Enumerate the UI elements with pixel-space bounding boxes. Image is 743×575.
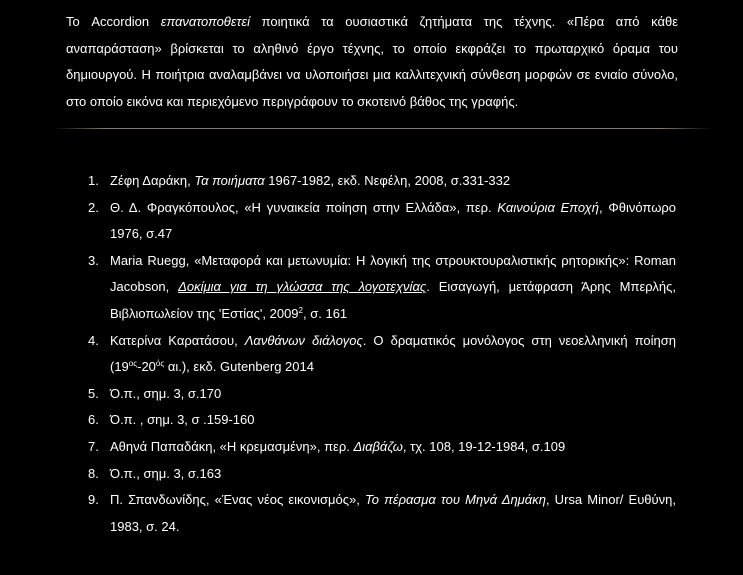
footnote-text: Ό.π. , σημ. 3, σ .159-160: [110, 412, 255, 428]
footnote-6: [88, 407, 676, 434]
ordinal-superscript-2: ός: [155, 359, 165, 369]
footnote-1: [88, 168, 676, 195]
footnote-text-middle: . Εισαγωγή, μετάφραση Άρης Μπερλής, Βιβλιοπωλείον της 'Εστίας', 2009: [110, 279, 677, 321]
footnote-number: 9.: [88, 492, 99, 508]
section-divider: [53, 128, 713, 129]
footnote-title: Τα ποιήματα: [194, 173, 265, 188]
footnote-text: Maria Ruegg, «Μεταφορά και μετωνυμία: Η λογική της στρουκτουραλιστικής ρητορικής»: Roman Jacobson,: [110, 252, 676, 295]
footnote-title: Το πέρασμα του Μηνά Δημάκη: [365, 492, 546, 508]
footnote-title: Διαβάζω: [353, 438, 403, 454]
footnote-text-end: , Ursa Minor/ Ευθύνη, 1983, σ. 24.: [110, 492, 676, 534]
footnote-text-dash: -20: [137, 359, 156, 375]
footnote-text: Ό.π., σημ. 3, σ.170: [110, 385, 222, 401]
ordinal-superscript-1: ος: [128, 359, 138, 369]
footnotes-list: [88, 168, 676, 540]
footnote-title: [178, 279, 426, 294]
footnote-title: Καινούρια Εποχή: [497, 199, 599, 215]
footnote-3: [88, 248, 676, 328]
intro-text-start: Το Accordion: [66, 14, 161, 29]
footnote-text-middle: . Ο δραματικός μονόλογος στη νεοελληνική ποίηση (19: [110, 332, 676, 375]
footnote-text-end: , τχ. 108, 19-12-1984, σ.109: [402, 438, 566, 454]
intro-italic-term: επανατοποθετεί: [160, 14, 251, 29]
footnote-text-end: 1967-1982, εκδ. Νεφέλη, 2008, σ.331-332: [264, 173, 511, 188]
footnote-9: [88, 487, 676, 540]
intro-text-rest: ποιητικά τα ουσιαστικά ζητήματα της τέχνης. «Πέρα από κάθε αναπαράσταση» βρίσκεται το αληθινό έργο τέχνης, το οποίο εκφράζει το πρωταρχικό όραμα του δημιουργού. Η ποιήτρια αναλαμβάνει να υλοποιήσει μια καλλιτεχνική σύνθεση μορφών σε ενιαίο σύνολο, στο οποίο εικόνα και περιεχόμενο περιγράφουν το σκοτεινό βάθος της γραφής.: [66, 14, 679, 109]
footnote-8: [88, 461, 676, 488]
footnote-text: Αθηνά Παπαδάκη, «Η κρεμασμένη», περ.: [110, 438, 354, 454]
footnote-text-end: αι.), εκδ. Gutenberg 2014: [164, 359, 314, 375]
footnote-number: 5.: [88, 385, 99, 401]
footnote-text: Κατερίνα Καρατάσου,: [110, 332, 245, 348]
footnote-number: 7.: [88, 438, 99, 454]
edition-superscript: 2: [298, 305, 303, 315]
footnote-text: Θ. Δ. Φραγκόπουλος, «Η γυναικεία ποίηση στην Ελλάδα», περ.: [110, 199, 498, 215]
footnote-text-end: , σ. 161: [303, 305, 348, 321]
footnote-number: 3.: [88, 252, 99, 268]
footnote-text-end: , Φθινόπωρο 1976, σ.47: [110, 199, 676, 242]
footnote-number: 1.: [88, 173, 99, 188]
footnote-title-underlined: Δοκίμια για τη γλώσσα της λογοτεχνίας: [178, 279, 427, 295]
footnote-7: [88, 434, 676, 461]
footnote-number: 4.: [88, 332, 99, 348]
footnote-text: Π. Σπανδωνίδης, «Ένας νέος εικονισμός»,: [110, 492, 366, 508]
footnote-text: Ό.π., σημ. 3, σ.163: [110, 465, 222, 481]
footnote-text: Ζέφη Δαράκη,: [110, 173, 195, 188]
footnote-4: [88, 328, 676, 381]
footnote-5: [88, 381, 676, 408]
footnote-number: 6.: [88, 412, 99, 428]
intro-paragraph: [66, 9, 678, 115]
footnote-number: 2.: [88, 199, 99, 215]
footnote-2: [88, 195, 676, 248]
footnote-title: Λανθάνων διάλογος: [244, 332, 363, 348]
footnote-number: 8.: [88, 465, 99, 481]
